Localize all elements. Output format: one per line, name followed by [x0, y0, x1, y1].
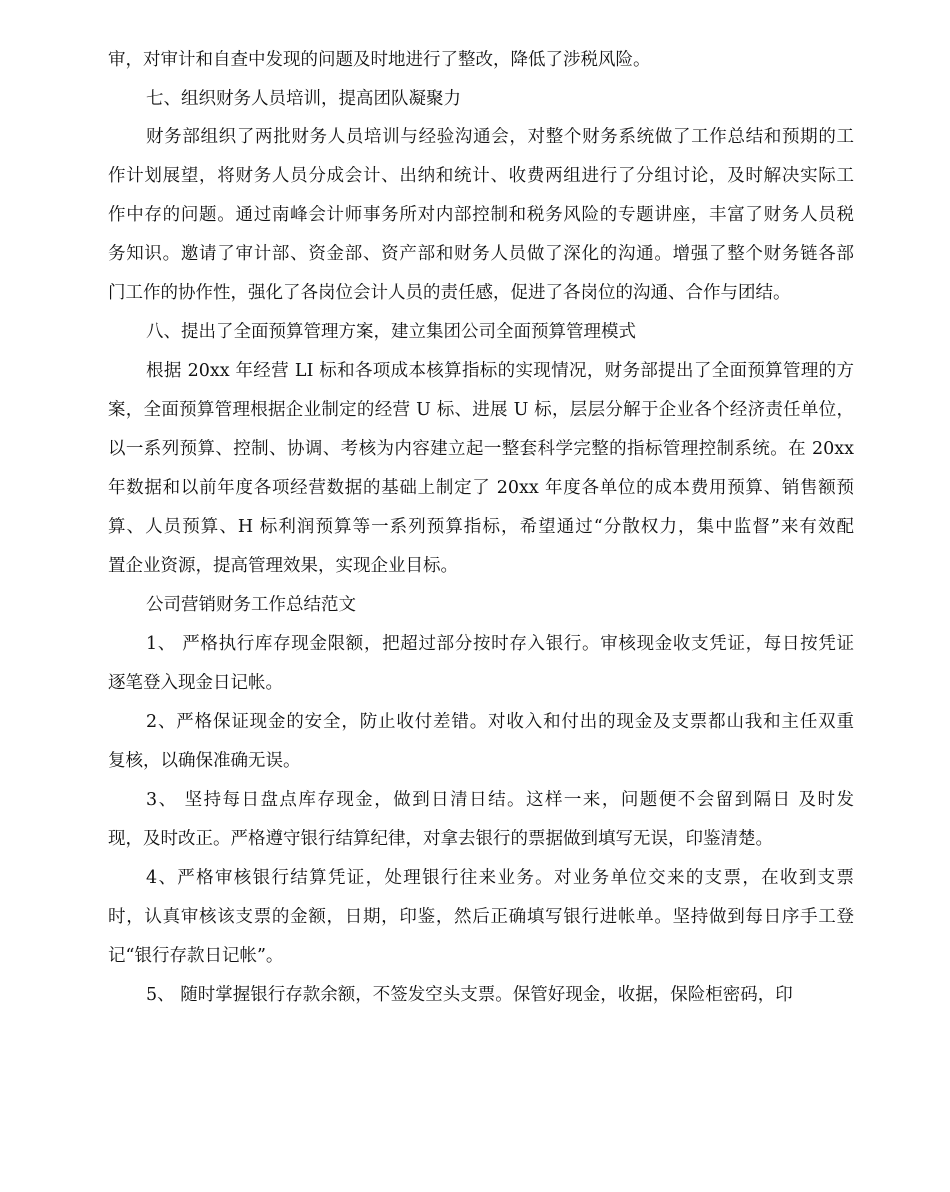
text-line: 根据 20xx 年经营 LI 标和各项成本核算指标的实现情况，财务部提出了全面预算管理的方 — [146, 361, 854, 381]
list-item: 2、严格保证现金的安全，防止收付差错。对收入和付出的现金及支票都山我和主任双重 — [146, 712, 854, 732]
text-line: 时，认真审核该支票的金额，日期，印鉴，然后正确填写银行进帐单。坚持做到每日序手工登 — [108, 907, 854, 927]
section-heading: 七、组织财务人员培训，提高团队凝聚力 — [146, 89, 461, 109]
text-line: 作计划展望，将财务人员分成会计、出纳和统计、收费两组进行了分组讨论，及时解决实际工 — [108, 166, 854, 186]
text-line: 作中存的问题。通过南峰会计师事务所对内部控制和税务风险的专题讲座，丰富了财务人员税 — [108, 205, 854, 225]
text-line: 以一系列预算、控制、协调、考核为内容建立起一整套科学完整的指标管理控制系统。在 20xx — [108, 439, 854, 459]
text-line: 年数据和以前年度各项经营数据的基础上制定了 20xx 年度各单位的成本费用预算、销售额预 — [108, 478, 854, 498]
text-line: 审，对审计和自查中发现的问题及时地进行了整改，降低了涉税风险。 — [108, 50, 651, 70]
list-item: 3、 坚持每日盘点库存现金，做到日清日结。这样一来，问题便不会留到隔日 及时发 — [146, 790, 854, 810]
list-item: 1、 严格执行库存现金限额，把超过部分按时存入银行。审核现金收支凭证，每日按凭证 — [146, 634, 854, 654]
list-item: 4、严格审核银行结算凭证，处理银行往来业务。对业务单位交来的支票，在收到支票 — [146, 868, 854, 888]
text-line: 门工作的协作性，强化了各岗位会计人员的责任感，促进了各岗位的沟通、合作与团结。 — [108, 283, 791, 303]
text-line: 财务部组织了两批财务人员培训与经验沟通会，对整个财务系统做了工作总结和预期的工 — [146, 127, 854, 147]
text-line: 记“银行存款日记帐”。 — [108, 946, 284, 966]
text-line: 务知识。邀请了审计部、资金部、资产部和财务人员做了深化的沟通。增强了整个财务链各部 — [108, 244, 854, 264]
text-line: 算、人员预算、H 标利润预算等一系列预算指标，希望通过“分散权力，集中监督”来有效配 — [108, 517, 854, 537]
text-line: 复核，以确保准确无误。 — [108, 751, 301, 771]
text-line: 案，全面预算管理根据企业制定的经营 U 标、进展 U 标，层层分解于企业各个经济责任单位， — [108, 400, 854, 420]
section-heading: 八、提出了全面预算管理方案，建立集团公司全面预算管理模式 — [146, 322, 636, 342]
list-item: 5、 随时掌握银行存款余额，不签发空头支票。保管好现金，收据，保险柜密码，印 — [146, 985, 793, 1005]
text-line: 逐笔登入现金日记帐。 — [108, 673, 283, 693]
text-line: 置企业资源，提高管理效果，实现企业目标。 — [108, 556, 458, 576]
section-heading: 公司营销财务工作总结范文 — [146, 595, 356, 615]
text-line: 现，及时改正。严格遵守银行结算纪律，对拿去银行的票据做到填写无误，印鉴清楚。 — [108, 829, 773, 849]
